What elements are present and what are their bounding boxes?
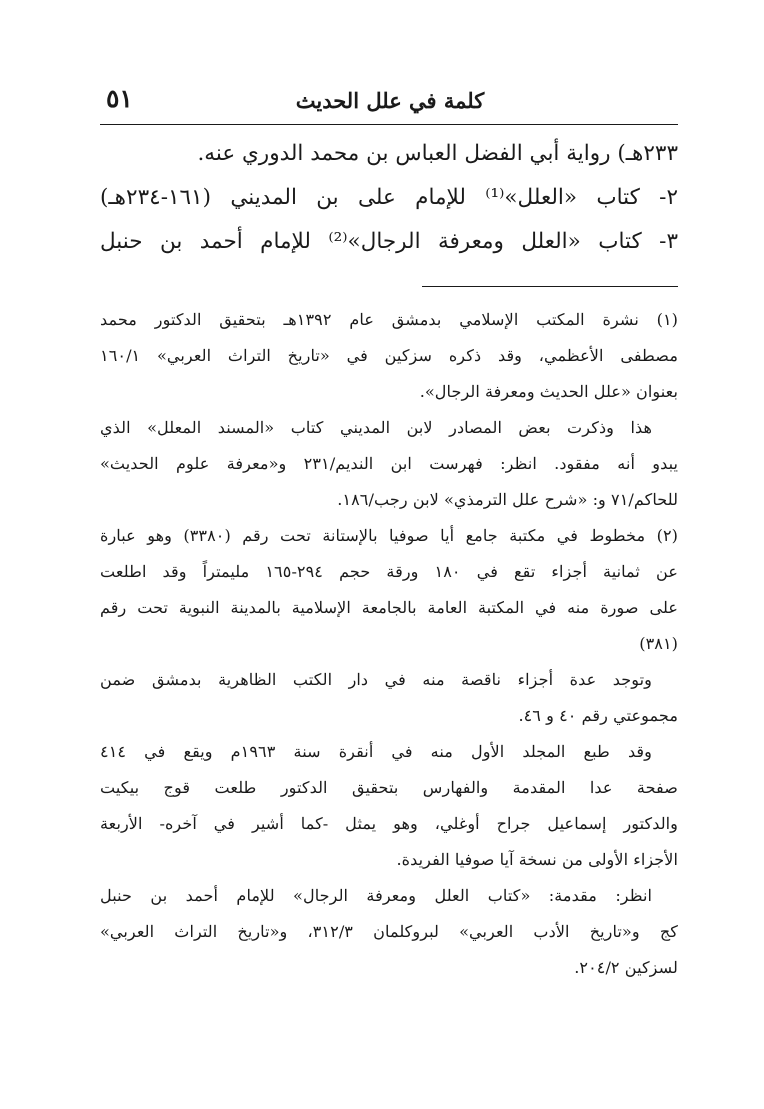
footnote-line: مصطفى الأعظمي، وقد ذكره سزكين في «تاريخ التراث العربي» ١٦٠/١ (100, 346, 678, 365)
footnotes (100, 302, 678, 986)
running-head: كلمة في علل الحديث (295, 88, 485, 113)
footnote-line: مجموعتي رقم ٤٠ و ٤٦. (518, 706, 678, 725)
footnote-line: للحاكم/٧١ و: «شرح علل الترمذي» لابن رجب/١٨٦. (337, 490, 678, 509)
footnote-line: لسزكين ٢٠٤/٢. (574, 958, 678, 977)
footnote-divider (422, 286, 678, 287)
footnote-line: كج و«تاريخ الأدب العربي» لبروكلمان ٣١٢/٣، و«تاريخ التراث العربي» (100, 922, 678, 941)
footnote-line: وقد طبع المجلد الأول منه في أنقرة سنة ١٩٦٣م ويقع في ٤١٤ (100, 742, 652, 761)
footnote-line: والدكتور إسماعيل جراح أوغلي، وهو يمثل -كما أشير في آخره- الأربعة (100, 814, 678, 833)
main-text-line: ٣- كتاب «العلل ومعرفة الرجال»⁽²⁾ للإمام أحمد بن حنبل (100, 229, 678, 254)
footnote-line: هذا وذكرت بعض المصادر لابن المديني كتاب «المسند المعلل» الذي (100, 418, 652, 437)
footnote-line: بعنوان «علل الحديث ومعرفة الرجال». (419, 382, 678, 401)
page-number: ٥١ (106, 84, 133, 113)
footnote-line: وتوجد عدة أجزاء ناقصة منه في دار الكتب الظاهرية بدمشق ضمن (100, 670, 652, 689)
footnote-line: عن ثمانية أجزاء تقع في ١٨٠ ورقة حجم ٢٩٤-١٦٥ مليمتراً وقد اطلعت (100, 562, 678, 581)
main-text-line: ٢- كتاب «العلل»⁽¹⁾ للإمام على بن المديني (١٦١-٢٣٤هـ) (100, 185, 678, 210)
footnote-line: الأجزاء الأولى من نسخة آيا صوفيا الفريدة. (396, 850, 678, 869)
footnote-line: على صورة منه في المكتبة العامة بالجامعة الإسلامية بالمدينة النبوية تحت رقم (100, 598, 678, 617)
footnote-line: (١) نشرة المكتب الإسلامي بدمشق عام ١٣٩٢هـ بتحقيق الدكتور محمد (100, 310, 678, 329)
main-text-line: ٢٣٣هـ) رواية أبي الفضل العباس بن محمد الدوري عنه. (197, 141, 678, 166)
footnote-line: صفحة عدا المقدمة والفهارس بتحقيق الدكتور طلعت قوج بيكيت (100, 778, 678, 797)
footnote-line: يبدو أنه مفقود. انظر: فهرست ابن النديم/٢٣١ و«معرفة علوم الحديث» (100, 454, 678, 473)
main-text (100, 132, 678, 264)
footnote-line: (٣٨١) (639, 634, 678, 653)
page-header (100, 78, 678, 125)
footnote-line: انظر: مقدمة: «كتاب العلل ومعرفة الرجال» للإمام أحمد بن حنبل (100, 886, 652, 905)
footnote-line: (٢) مخطوط في مكتبة جامع أيا صوفيا بالإستانة تحت رقم (٣٣٨٠) وهو عبارة (100, 526, 678, 545)
